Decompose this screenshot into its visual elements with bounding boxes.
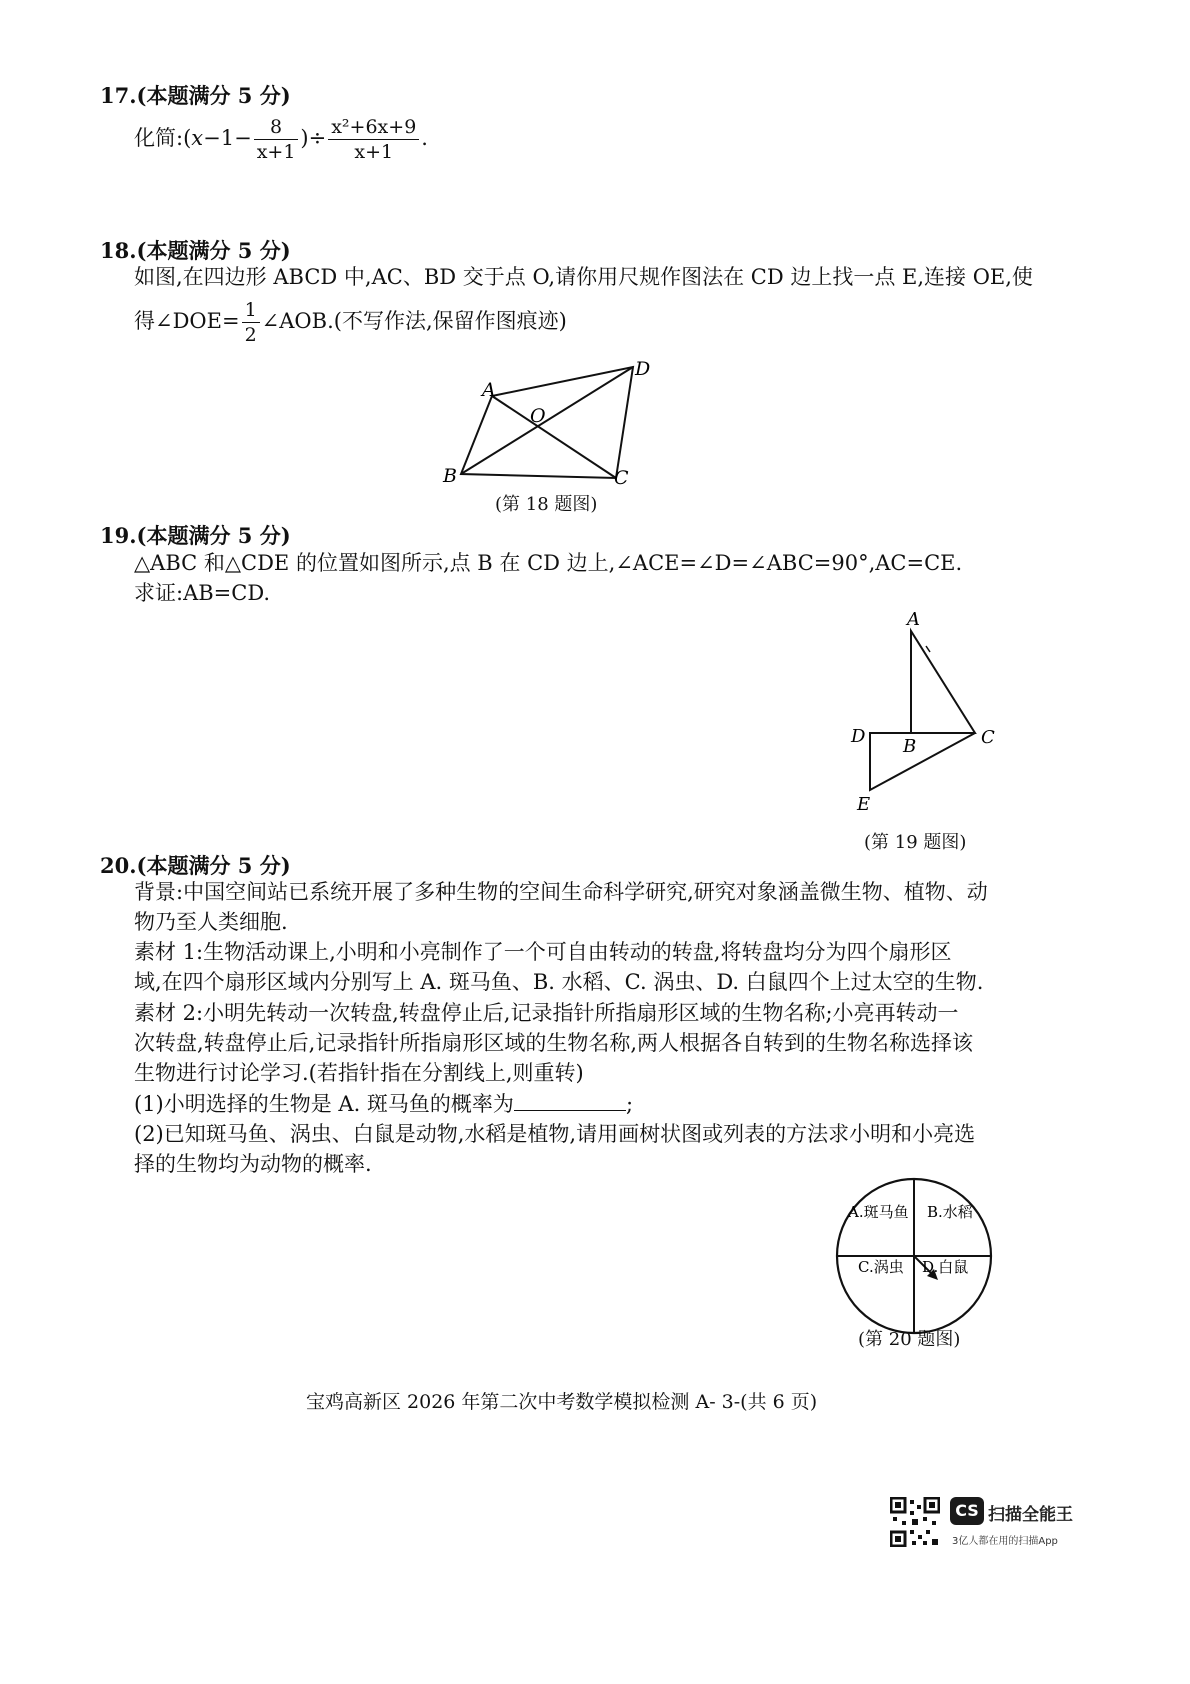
q20-background-line1: 背景:中国空间站已系统开展了多种生物的空间生命科学研究,研究对象涵盖微生物、植物、动 — [134, 880, 988, 904]
q20-material1-line1: 素材 1:生物活动课上,小明和小亮制作了一个可自由转动的转盘,将转盘均分为四个扇形区 — [134, 940, 952, 964]
q19-text-line2: 求证:AB=CD. — [134, 581, 271, 605]
q18-diagonal-ac — [492, 396, 616, 478]
q20-subquestion-2-line2: 择的生物均为动物的概率. — [134, 1152, 372, 1176]
q18-label-c: C — [614, 467, 629, 489]
camscanner-subtitle: 3亿人都在用的扫描App — [952, 1536, 1058, 1547]
page-footer: 宝鸡高新区 2026 年第二次中考数学模拟检测 A- 3-(共 6 页) — [306, 1391, 818, 1413]
q18-label-d: D — [635, 358, 651, 380]
q20-spinner-figure — [830, 1172, 1000, 1342]
q17-fraction-1: $\frac{8}{x+1}$ — [254, 115, 299, 164]
q19-triangles-figure — [840, 600, 1010, 820]
q20-subquestion-2-line1: (2)已知斑马鱼、涡虫、白鼠是动物,水稻是植物,请用画树状图或列表的方法求小明和小亮选 — [134, 1122, 976, 1146]
qr-code-icon — [890, 1497, 940, 1547]
q20-material2-line1: 素材 2:小明先转动一次转盘,转盘停止后,记录指针所指扇形区域的生物名称;小亮再转动一 — [134, 1001, 959, 1025]
q18-label-b: B — [443, 465, 457, 487]
q19-label-a: A — [907, 609, 920, 630]
q19-caption: (第 19 题图) — [864, 832, 967, 853]
q19-header: 19.(本题满分 5 分) — [100, 523, 291, 548]
camscanner-logo-badge: CS — [950, 1497, 984, 1525]
q19-text-line1: △ABC 和△CDE 的位置如图所示,点 B 在 CD 边上,∠ACE=∠D=∠ABC=90°,AC=CE. — [134, 551, 963, 575]
q20-spinner-sector-d: D.白鼠 — [922, 1258, 969, 1276]
q20-spinner-sector-a: A.斑马鱼 — [848, 1203, 909, 1221]
q19-label-e: E — [857, 794, 871, 815]
q20-header: 20.(本题满分 5 分) — [100, 853, 291, 878]
q18-text-line2: 得∠DOE= $\frac{1}{2}$ ∠AOB.(不写作法,保留作图痕迹) — [134, 299, 567, 346]
q20-material2-line3: 生物进行讨论学习.(若指针指在分割线上,则重转) — [134, 1061, 584, 1085]
q18-quadrilateral-figure — [430, 350, 690, 500]
q19-triangle-cde — [870, 733, 975, 790]
q19-triangle-abc — [911, 631, 975, 733]
q19-label-d: D — [851, 726, 866, 747]
q20-subquestion-1: (1)小明选择的生物是 A. 斑马鱼的概率为 ; — [134, 1092, 634, 1116]
q18-label-a: A — [482, 379, 496, 401]
q18-text-line1: 如图,在四边形 ABCD 中,AC、BD 交于点 O,请你用尺规作图法在 CD 边上找一点 E,连接 OE,使 — [134, 265, 1033, 289]
q17-header: 17.(本题满分 5 分) — [100, 83, 291, 108]
q18-header: 18.(本题满分 5 分) — [100, 238, 291, 263]
camscanner-title: 扫描全能王 — [988, 1505, 1073, 1525]
q20-spinner-sector-c: C.涡虫 — [858, 1258, 904, 1276]
q19-label-c: C — [981, 727, 995, 748]
q19-label-b: B — [903, 736, 917, 757]
q19-tick-mark — [926, 646, 930, 652]
q20-material1-line2: 域,在四个扇形区域内分别写上 A. 斑马鱼、B. 水稻、C. 涡虫、D. 白鼠四个上过太空的生物. — [134, 970, 984, 994]
q20-background-line2: 物乃至人类细胞. — [134, 910, 288, 934]
q20-answer-blank[interactable] — [514, 1090, 626, 1111]
q18-caption: (第 18 题图) — [495, 494, 598, 515]
q17-expression: 化简:(x−1− $\frac{8}{x+1}$ )÷ $\frac{\text{x²+6x+9}}{x+1}$ . — [134, 116, 428, 163]
q20-material2-line2: 次转盘,转盘停止后,记录指针所指扇形区域的生物名称,两人根据各自转到的生物名称选择该 — [134, 1031, 974, 1055]
q18-label-o: O — [530, 405, 546, 427]
q20-caption: (第 20 题图) — [858, 1329, 961, 1350]
q17-fraction-2: $\frac{\text{x²+6x+9}}{x+1}$ — [328, 115, 419, 164]
q18-half-fraction: $\frac{1}{2}$ — [242, 298, 260, 347]
q20-spinner-sector-b: B.水稻 — [927, 1203, 973, 1221]
